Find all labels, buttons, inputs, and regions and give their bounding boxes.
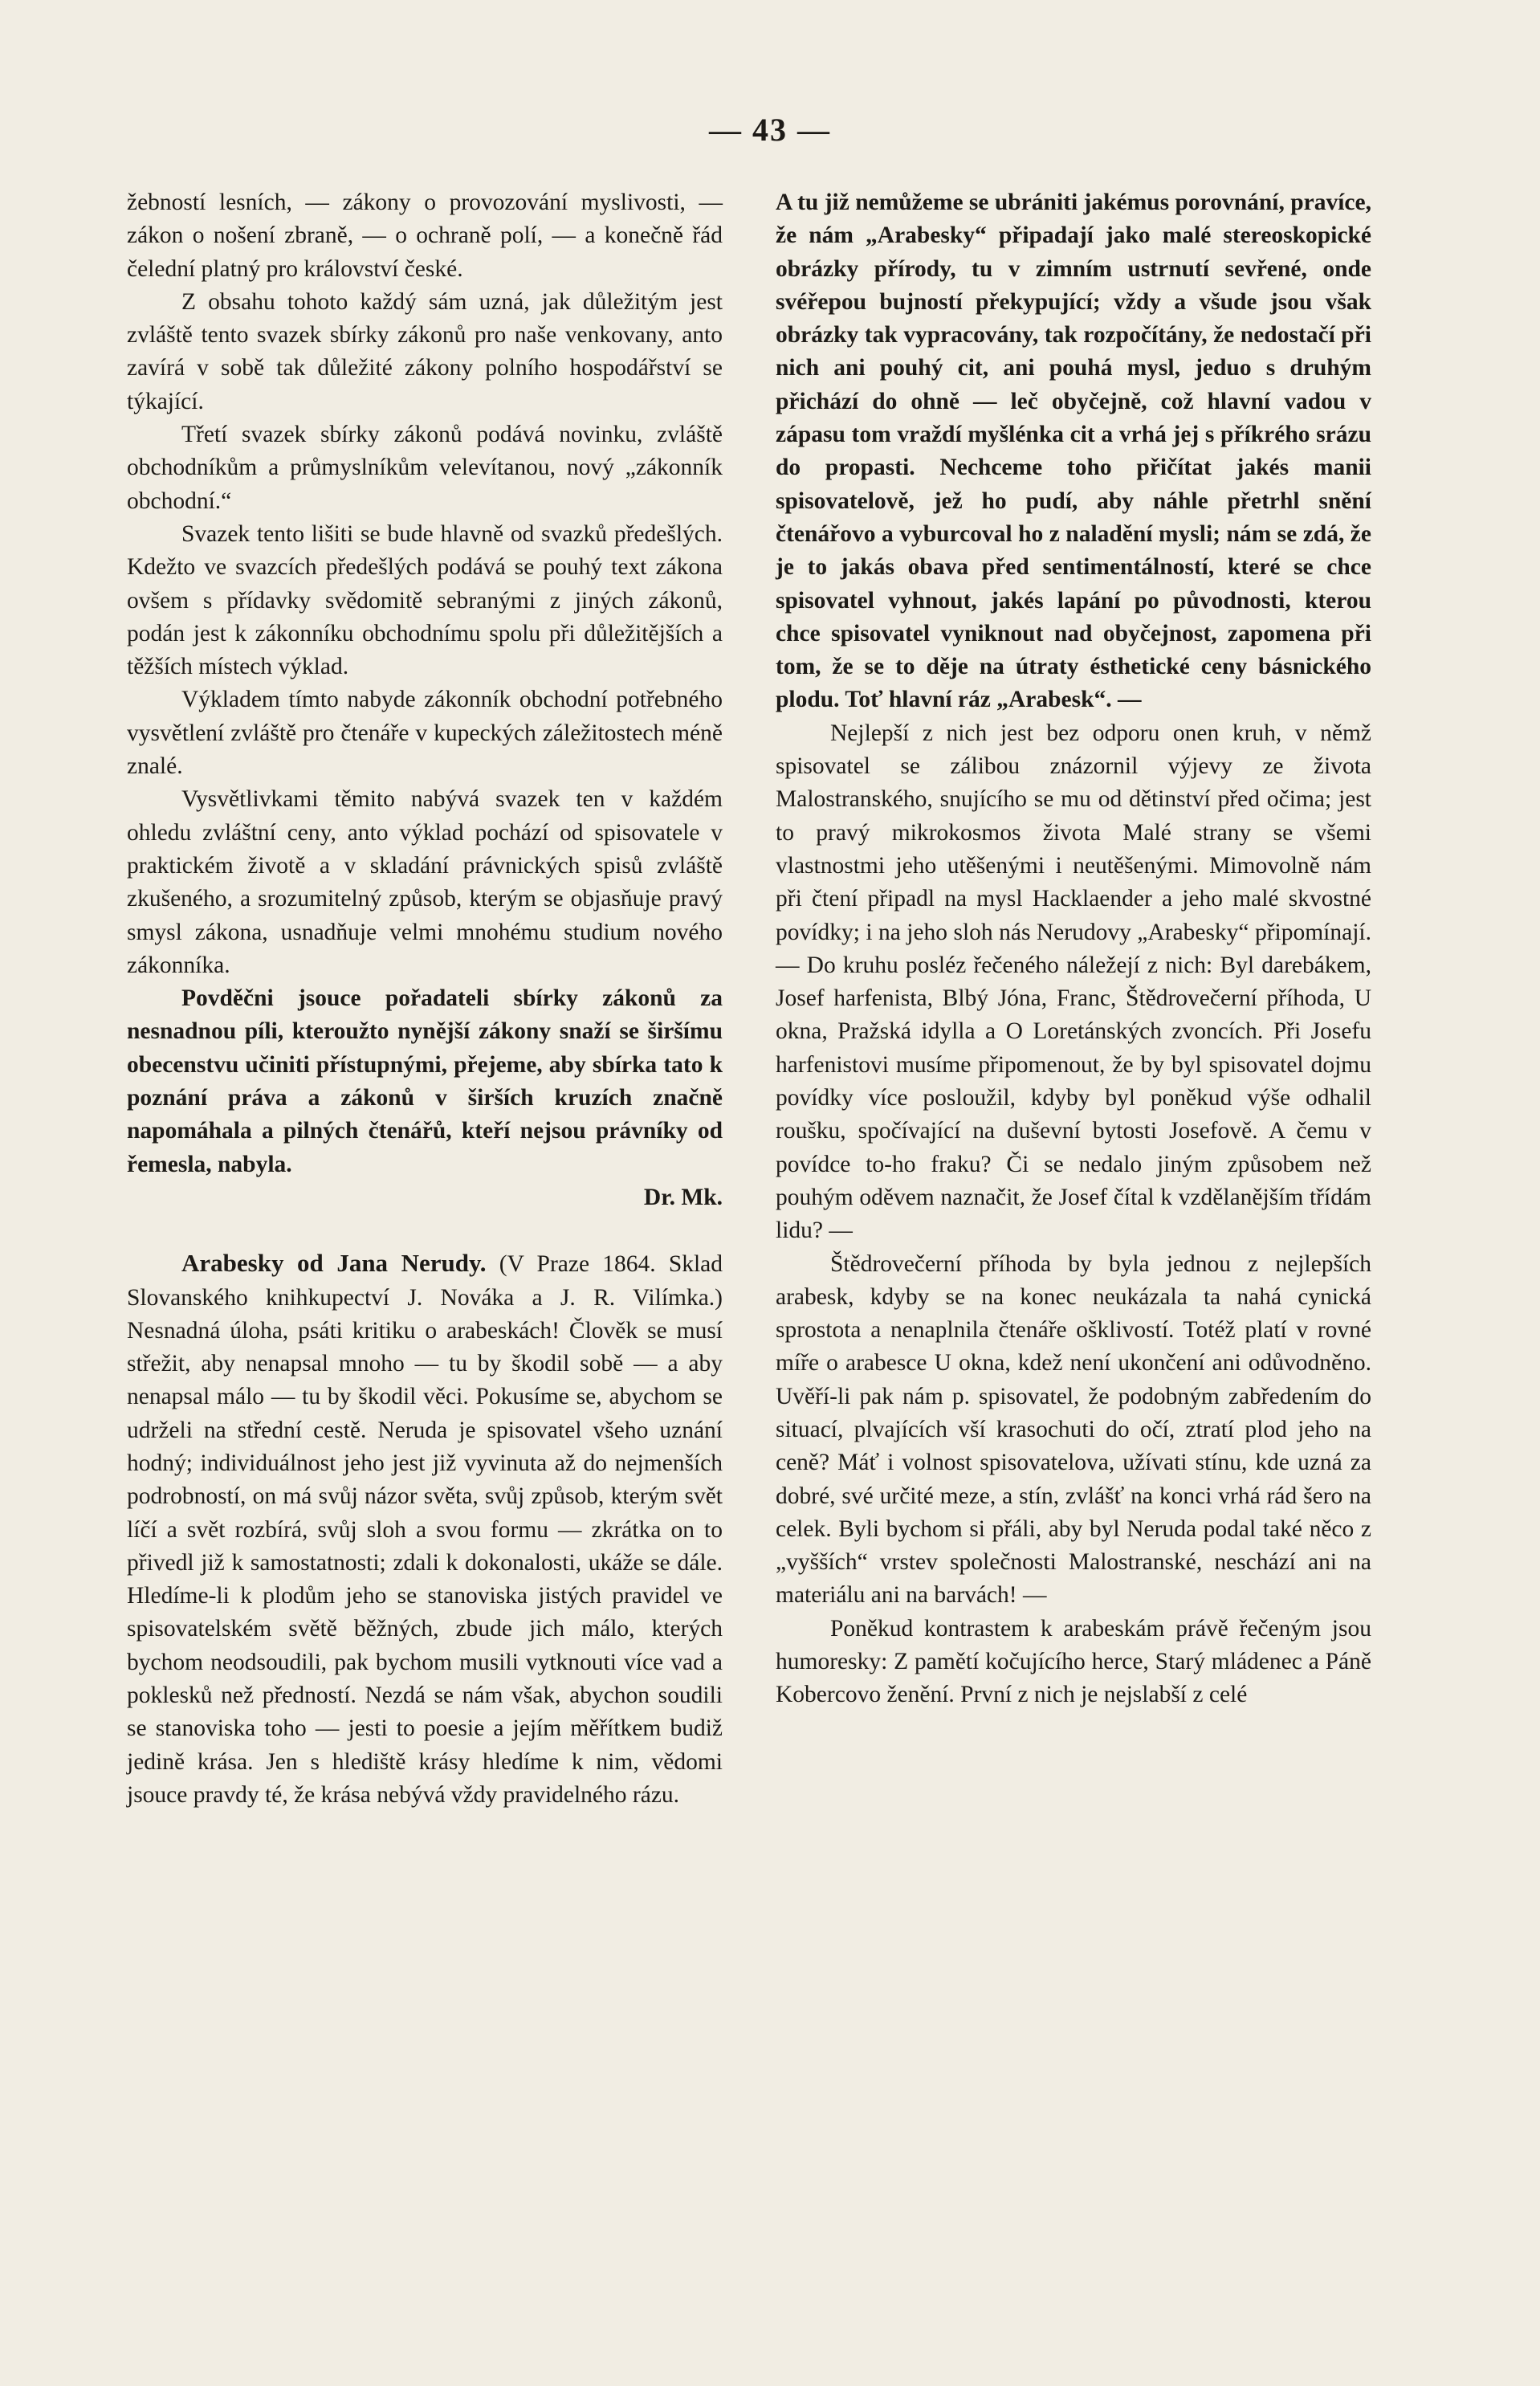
paragraph-value: Vysvětlivkami těmito nabývá svazek ten v každém ohledu zvláštní ceny, anto výklad pochází od spisovatele v praktickém životě a v skladání právnických spisů zvláště zkušeného, a srozumitelný způsob, kterým se objasňuje pravý smysl zákona, usnadňuje velmi mnohému studium nového zákonníka. — [127, 786, 723, 978]
review-signature: Dr. Mk. — [643, 1184, 723, 1210]
paragraph-third-volume: Třetí svazek sbírky zákonů podává novinku, zvláště obchodníkům a průmyslníkům velevítanou, nový „zákonník obchodní.“ — [127, 422, 723, 514]
right-column — [776, 186, 1371, 1712]
paragraph-comparison: A tu již nemůžeme se ubrániti jakémus porovnání, pravíce, že nám „Arabesky“ připadají jako malé stereoskopické obrázky přírody, tu v zimním ustrnutí sevřené, onde svéřepou bujností překypující; vždy a všude jsou však obrázky tak vypracovány, tak rozpočítány, že nedostačí při nich ani pouhý cit, ani pouhá mysl, jeduo s druhým přichází do ohně — leč obyčejně, což hlavní vadou v zápasu tom vraždí myšlénka cit a vrhá jej s příkrého srázu do propasti. Nechceme toho přičítat jakés manii spisovatelově, jež ho pudí, aby náhle přetrhl snění čtenářovo a vyburcoval ho z naladění mysli; nám se zdá, že je to jakás obava před sentimentálností, které se chce spisovatel vyhnout, jakés lapání po původnosti, kterou chce spisovatel vyniknout nad obyčejnost, zapomena při tom, že se to děje na útraty ésthetické ceny básnického plodu. Toť hlavní ráz „Arabesk“. — — [776, 190, 1371, 713]
paragraph-volume-difference: Svazek tento lišiti se bude hlavně od svazků předešlých. Kdežto ve svazcích předešlých podává se pouhý text zákona ovšem s přídavky svědomitě sebranými z jiných zákonů, podán jest k zákonníku obchodnímu spolu při důležitějších a těžších místech výklad. — [127, 520, 723, 680]
thanks-text: Povděčni jsouce pořadateli sbírky zákonů za nesnadnou píli, kteroužto nynější zákony snaží se širšímu obecenstvu učiniti přístupnými, přejeme, aby sbírka tato k poznání práva a zákonů v širších kruzích značně napomáhala a pilných čtenářů, kteří nejsou právníky od řemesla, nabyla. — [127, 985, 723, 1177]
paragraph-humoresques: Poněkud kontrastem k arabeskám právě řečeným jsou humoresky: Z pamětí kočujícího herce, Starý mládenec a Páně Kobercovo ženění. První z nich je nejslabší z celé — [776, 1615, 1371, 1708]
review-text: (V Praze 1864. Sklad Slovanského knihkupectví J. Nováka a J. R. Vilímka.) Nesnadná úloha, psáti kritiku o arabeskách! Člověk se musí střežit, aby nenapsal mnoho — tu by škodil sobě — a aby nenapsal málo — tu by škodil věci. Pokusíme se, abychom se udrželi na střední cestě. Neruda je spisovatel všeho uznání hodný; individuálnost jeho jest již vyvinuta až do nejmenších podrobností, on má svůj názor světa, svůj způsob, kterým svět líčí a svět rozbírá, svůj sloh a svou formu — zkrátka on to přivedl již k samostatnosti; zdali k dokonalosti, ukáže se dále. Hledíme-li k plodům jeho se stanoviska jistých pravidel ve spisovatelském světě běžných, zbude jich málo, kterých bychom neodsoudili, pak bychom musili vytknouti více vad a poklesků než předností. Nezdá se nám však, abychon soudili se stanoviska toho — jesti to poesie a jejím měřítkem budiž jedině krása. Jen s hlediště krásy hledíme k nim, vědomi jsouce pravdy té, že krása nebývá vždy pravidelného rázu. — [127, 1251, 723, 1808]
paragraph-thanks — [127, 982, 723, 1214]
paragraph-forestry-laws: žebností lesních, — zákony o provozování myslivosti, — zákon o nošení zbraně, — o ochraně polí, — a konečně řád čelední platný pro království české. — [127, 190, 723, 282]
paragraph-explanation: Výkladem tímto nabyde zákonník obchodní potřebného vysvětlení zvláště pro čtenáře v kupeckých záležitostech méně znalé. — [127, 687, 723, 780]
paragraph-best-stories: Nejlepší z nich jest bez odporu onen kruh, v němž spisovatel se zálibou znázornil výjevy ze života Malostranského, snujícího se mu od dětinství před očima; jest to pravý mikrokosmos života Malé strany se všemi vlastnostmi jeho utěšenými i neutěšenými. Mimovolně nám při čtení připadl na mysl Hacklaender a jeho malé skvostné povídky; i na jeho sloh nás Nerudovy „Arabesky“ připomínají. — Do kruhu posléz řečeného náležejí z nich: Byl darebákem, Josef harfenista, Blbý Jóna, Franc, Štědrovečerní příhoda, U okna, Pražská idylla a O Loretánských zvoncích. Při Josefu harfenistovi musíme připomenout, že by byl spisovatel dojmu povídky více posloužil, kdyby byl poněkud výše odhalil roušku, spočívající na duševní bytosti Josefově. A čemu v povídce to-ho fraku? Či se nedalo jiným způsobem než pouhým oděvem naznačit, že Josef čítal k vzdělanějším třídám lidu? — — [776, 720, 1371, 1244]
left-column — [127, 186, 723, 1812]
paragraph-christmas-story: Štědrovečerní příhoda by byla jednou z nejlepších arabesk, kdyby se na konec neukázala ta nahá cynická sprostota a nenaplnila čtenáře ošklivostí. Totéž platí v rovné míře o arabesce U okna, kdež není ukončení ani odůvodněno. Uvěří-li pak nám p. spisovatel, že podobným zabředením do situací, plvajících vší krasochuti do očí, ztratí plod jeho na ceně? Máť i volnost spisovatelova, užívati stínu, kde uzná za dobré, své určité meze, a stín, zvlášť na konci vrhá rád šero na celek. Byli bychom si přáli, aby byl Neruda podal také něco z „vyšších“ vrstev společnosti Malostranské, neschází ani na materiálu ani na barvách! — — [776, 1250, 1371, 1609]
paragraph-second-volume: Z obsahu tohoto každý sám uzná, jak důležitým jest zvláště tento svazek sbírky zákonů pro naše venkovany, anto zavírá v sobě tak důležité zákony polního hospodářství se týkající. — [127, 288, 723, 414]
page-number: — 43 — — [709, 112, 831, 148]
review-arabesky — [127, 1246, 723, 1812]
review-title: Arabesky od Jana Nerudy. — [181, 1249, 487, 1278]
